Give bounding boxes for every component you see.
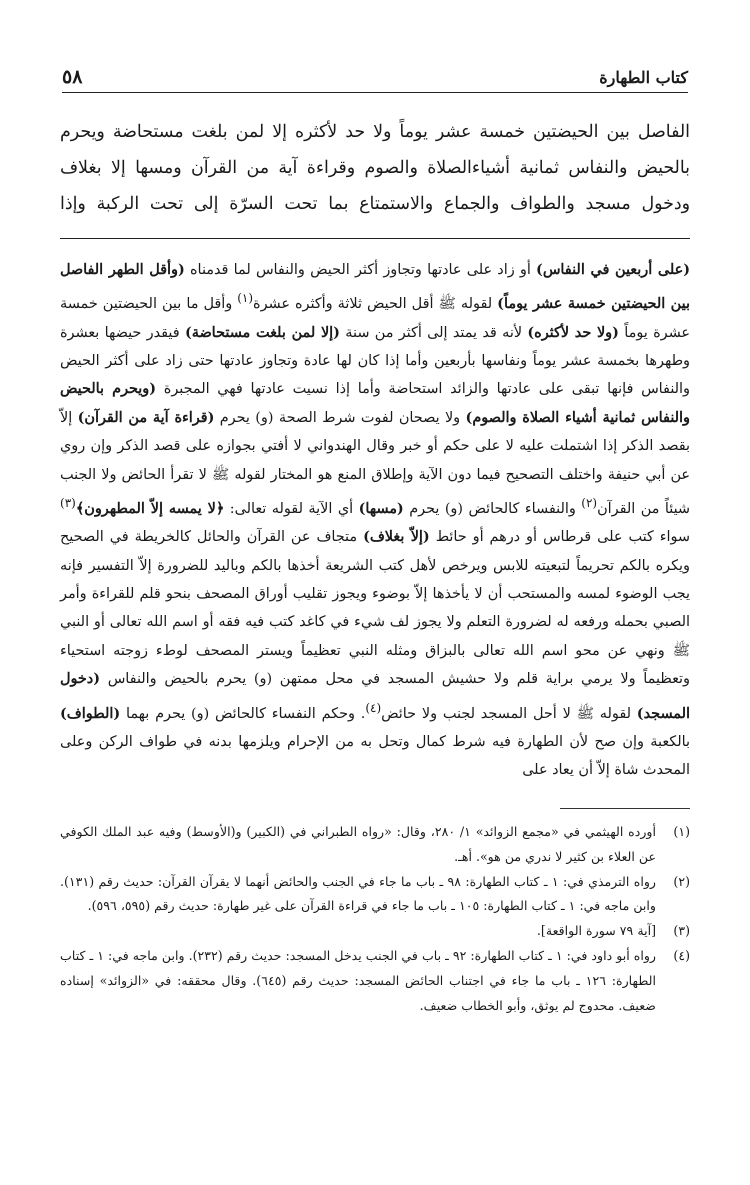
footnote-number: (٢) — [673, 873, 690, 889]
quoted-phrase: (وأقل الطهر الفاصل بين الحيضتين خمسة عشر يوماً) — [60, 261, 690, 313]
quoted-phrase: (دخول المسجد) — [60, 670, 690, 722]
quoted-phrase: (مسها) — [358, 499, 404, 517]
footnote-item — [60, 944, 690, 1018]
commentary-text: لأنه قد يمتد إلى أكثر من سنة — [340, 324, 528, 341]
footnote-ref[interactable]: (٤) — [365, 700, 382, 715]
quoted-phrase: (على أربعين في النفاس) — [536, 261, 691, 278]
footnote-item — [60, 919, 690, 944]
quoted-phrase: (إلاّ بغلاف) — [363, 528, 430, 546]
quran-verse: ﴿لا يمسه إلاّ المطهرون﴾ — [75, 499, 225, 517]
commentary-text: أي الآية لقوله تعالى: — [224, 500, 359, 517]
footnote-text: أورده الهيثمي في «مجمع الزوائد» ١/ ٢٨٠، وقال: «رواه الطبراني في (الكبير) و(الأوسط) وفيه عبد الملك الكوفي عن العلاء بن كثير لا ندري من هو». أهـ. — [60, 824, 656, 864]
commentary-text: . وحكم النفساء كالحائض (و) يحرم بهما — [120, 705, 366, 722]
footnote-text: [آية ٧٩ سورة الواقعة]. — [536, 923, 656, 939]
commentary-text: لقوله ﷺ أقل الحيض ثلاثة وأكثره عشرة — [253, 296, 498, 313]
commentary-text: سواء كتب على قرطاس أو درهم أو حائط — [429, 529, 690, 546]
footnote-ref[interactable]: (٢) — [581, 496, 598, 511]
footnote-number: (٣) — [673, 923, 690, 939]
commentary-text: لقوله ﷺ لا أحل المسجد لجنب ولا حائض — [381, 705, 637, 722]
chapter-title: كتاب الطهارة — [599, 68, 688, 87]
commentary-text: أو زاد على عادتها وتجاوز أكثر الحيض والنفاس لما قدمناه — [184, 262, 537, 278]
quoted-phrase: (الطواف) — [60, 704, 121, 722]
page-number: ٥٨ — [62, 66, 83, 88]
main-text: الفاصل بين الحيضتين خمسة عشر يوماً ولا حد لأكثره إلا لمن بلغت مستحاضة ويحرم بالحيض والنفاس ثمانية أشياءالصلاة والصوم وقراءة آية من القرآن ومسها إلا بغلاف ودخول مسجد والطواف والجماع والاستمتاع بما تحت السرّة إلى تحت الركبة وإذا — [60, 122, 690, 214]
commentary-text: إلاّ بقصد الذكر إذا اشتملت عليه لا على حكم أو خبر وقال الهندواني لا أفتي بجوازه على قصد الذكر وإن روي عن أبي حنيفة واختلف التصحيح فيما دون الآية وإطلاق المنع هو المختار لقوله ﷺ لا تقرأ الحائض ولا الجنب شيئاً من القرآن — [60, 409, 690, 517]
running-header — [62, 66, 688, 93]
footnotes — [60, 820, 690, 1018]
quoted-phrase: (إلا لمن بلغت مستحاضة) — [184, 323, 340, 341]
quoted-phrase: (ولا حد لأكثره) — [527, 323, 619, 341]
footnote-number: (١) — [673, 824, 690, 839]
commentary-text: والنفساء كالحائض (و) يحرم — [403, 500, 582, 517]
commentary-text: بالكعبة وإن صح لأن الطهارة فيه شرط كمال وتحل به من الإحرام ويلزمها بدنه في طواف الركن وعلى المحدث شاة إلاّ أن يعاد على — [60, 733, 690, 779]
commentary-text: وأقل ما بين الحيضتين خمسة عشرة يوماً — [60, 296, 690, 341]
commentary-text: فيقدر حيضها بعشرة وطهرها بخمسة عشر يوماً ونفاسها بأربعين وأما إذا كان لها عادة وتجاوز عادتها حتى زاد على أكثر الحيض والنفاس فإنها تبقى على عادتها والزائد استحاضة وأما إذا نسيت عادتها فهي المجبرة — [60, 324, 690, 398]
footnote-ref[interactable]: (٣) — [60, 496, 76, 511]
quoted-phrase: (ويحرم بالحيض والنفاس ثمانية أشياء الصلاة والصوم) — [60, 380, 690, 426]
footnote-text: رواه أبو داود في: ١ ـ كتاب الطهارة: ٩٢ ـ باب في الجنب يدخل المسجد: حديث رقم (٢٣٢). وابن ماجه في: ١ ـ كتاب الطهارة: ١٢٦ ـ باب ما جاء في اجتناب الحائض المسجد: حديث رقم (٦٤٥). وقال محققه: في «الزوائد» إسناده ضعيف. محدوج لم يوثق، وأبو الخطاب ضعيف. — [60, 947, 656, 1013]
footnote-item — [60, 820, 690, 870]
footnote-ref[interactable]: (١) — [237, 291, 254, 306]
text-divider — [60, 238, 690, 239]
footnote-divider — [560, 808, 690, 809]
commentary — [60, 256, 690, 785]
commentary-text: متجاف عن القرآن والحائل كالخريطة في الصحيح ويكره بالكم تحريماً لتبعيته للابس ويرخص لأهل كتب الشريعة أخذها بالكم وباليد للضرورة إلاّ التفسير فإنه يجب الوضوء لمسه والمستحب أن لا يأخذها إلاّ بوضوء ويجوز تقليب أوراق المصحف بنحو قلم للقراءة وأمر الصبي بحمله ورفعه له لضرورة التعلم ولا يجوز لف شيء في كاغد كتب فيه فقه أو اسم الله تعالى أو النبي ﷺ ونهي عن محو اسم الله تعالى بالبزاق ومثله النبي تعظيماً ويستر المصحف لوطء زوجته استحياء وتعظيماً ولا يرمي براية قلم ولا حشيش المسجد في محل ممتهن (و) يحرم بالحيض والنفاس — [60, 529, 690, 688]
footnote-number: (٤) — [673, 947, 690, 963]
footnote-item — [60, 870, 690, 920]
commentary-text: ولا يصحان لفوت شرط الصحة (و) يحرم — [214, 409, 466, 426]
quoted-phrase: (قراءة آية من القرآن) — [77, 408, 215, 426]
footnote-text: رواه الترمذي في: ١ ـ كتاب الطهارة: ٩٨ ـ باب ما جاء في الجنب والحائض أنهما لا يقرآن القرآن: حديث رقم (١٣١). وابن ماجه في: ١ ـ كتاب الطهارة: ١٠٥ ـ باب ما جاء في قراءة القرآن على غير طهارة: حديث رقم (٥٩٥، ٥٩٦). — [60, 873, 656, 914]
